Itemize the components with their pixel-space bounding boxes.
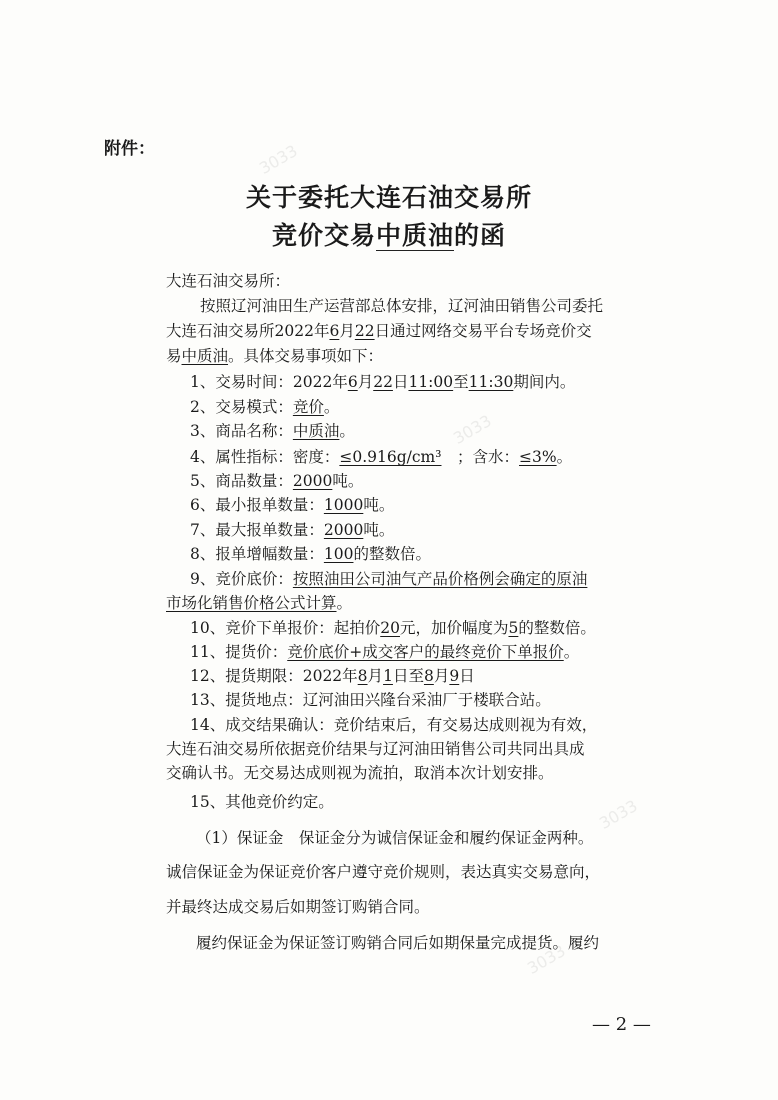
item-result-confirm: 14、成交结果确认：竞价结束后，有交易达成则视为有效， (190, 716, 598, 734)
item-trade-mode: 2、交易模式：竞价。 (190, 398, 340, 416)
item-result-confirm-cont: 大连石油交易所依据竞价结果与辽河油田销售公司共同出具成 (166, 740, 585, 758)
item-bid-price: 10、竞价下单报价：起拍价20元，加价幅度为5的整数倍。 (190, 619, 596, 637)
item-quantity: 5、商品数量：2000吨。 (190, 472, 364, 490)
intro-line: 按照辽河油田生产运营部总体安排，辽河油田销售公司委托 (200, 297, 604, 315)
item-increment: 8、报单增幅数量：100的整数倍。 (190, 545, 431, 563)
document-title-line1: 关于委托大连石油交易所 (245, 183, 532, 212)
item-product-name: 3、商品名称：中质油。 (190, 422, 355, 440)
item-trade-time: 1、交易时间：2022年6月22日11:00至11:30期间内。 (190, 373, 576, 391)
item-result-confirm-cont: 交确认书。无交易达成则视为流拍，取消本次计划安排。 (166, 764, 554, 782)
watermark: 3033 (595, 796, 641, 833)
intro-line: 大连石油交易所2022年6月22日通过网络交易平台专场竞价交 (166, 322, 592, 340)
deposit-paragraph: 诚信保证金为保证竞价客户遵守竞价规则，表达真实交易意向， (166, 863, 601, 881)
item-attributes: 4、属性指标：密度：≤0.916g/cm³ ；含水：≤3%。 (190, 448, 573, 466)
item-max-order: 7、最大报单数量：2000吨。 (190, 521, 395, 539)
intro-line: 易中质油。具体交易事项如下： (166, 347, 384, 365)
item-min-order: 6、最小报单数量：1000吨。 (190, 496, 395, 514)
salutation: 大连石油交易所： (166, 272, 291, 290)
deposit-paragraph: 并最终达成交易后如期签订购销合同。 (166, 898, 430, 916)
item-pickup-period: 12、提货期限：2022年8月1日至8月9日 (190, 667, 475, 685)
deposit-paragraph: 履约保证金为保证签订购销合同后如期保量完成提货。履约 (196, 934, 600, 952)
item-pickup-location: 13、提货地点：辽河油田兴隆台采油厂于楼联合站。 (190, 691, 551, 709)
item-floor-price: 9、竞价底价：按照油田公司油气产品价格例会确定的原油 (190, 570, 588, 588)
document-title-line2: 竞价交易中质油的函 (271, 221, 507, 250)
item-other-terms: 15、其他竞价约定。 (190, 793, 334, 811)
watermark: 3033 (523, 941, 569, 978)
watermark: 3033 (449, 411, 495, 448)
watermark: 3033 (255, 141, 301, 178)
item-pickup-price: 11、提货价：竞价底价+成交客户的最终竞价下单报价。 (190, 643, 580, 661)
attachment-label: 附件： (104, 139, 155, 159)
deposit-paragraph: （1）保证金 保证金分为诚信保证金和履约保证金两种。 (196, 829, 594, 847)
item-floor-price-cont: 市场化销售价格公式计算。 (166, 594, 353, 612)
page-number: — 2 — (592, 1014, 651, 1035)
